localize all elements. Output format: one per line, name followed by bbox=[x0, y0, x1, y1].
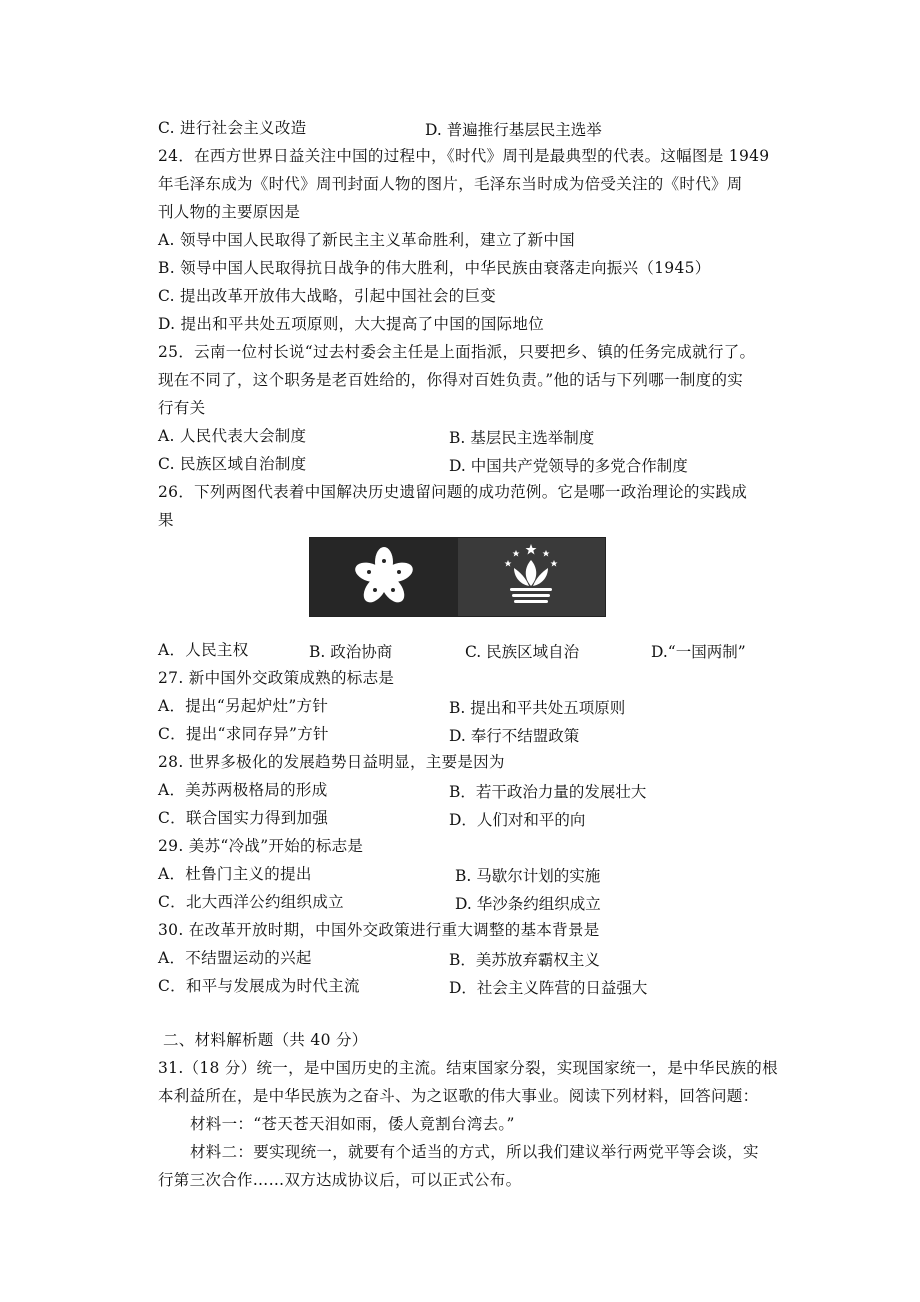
q30-option-a: A．不结盟运动的兴起 bbox=[158, 949, 312, 967]
q29-option-a: A．杜鲁门主义的提出 bbox=[158, 865, 312, 883]
q24-option-c: C. 提出改革开放伟大战略，引起中国社会的巨变 bbox=[158, 287, 497, 305]
q26-stem-line2: 果 bbox=[158, 511, 174, 529]
q23-option-c: C. 进行社会主义改造 bbox=[158, 119, 307, 137]
q27-option-b: B. 提出和平共处五项原则 bbox=[449, 699, 626, 717]
hong-kong-flag bbox=[310, 538, 458, 616]
q30-option-d: D．社会主义阵营的日益强大 bbox=[449, 979, 648, 997]
q27-stem: 27. 新中国外交政策成熟的标志是 bbox=[158, 669, 395, 687]
bauhinia-flower-icon bbox=[349, 542, 419, 612]
q31-stem-line1: 31.（18 分）统一，是中国历史的主流。结束国家分裂，实现国家统一，是中华民族的根 bbox=[158, 1059, 778, 1077]
q25-stem-line2: 现在不同了，这个职务是老百姓给的，你得对百姓负责。”他的话与下列哪一制度的实 bbox=[158, 371, 744, 389]
q25-option-a: A. 人民代表大会制度 bbox=[158, 427, 307, 445]
q24-option-b: B. 领导中国人民取得抗日战争的伟大胜利，中华民族由衰落走向振兴（1945） bbox=[158, 259, 711, 277]
q28-option-c: C．联合国实力得到加强 bbox=[158, 809, 329, 827]
q31-stem-line2: 本利益所在，是中华民族为之奋斗、为之讴歌的伟大事业。阅读下列材料，回答问题： bbox=[158, 1087, 759, 1105]
section2-heading: 二、材料解析题（共 40 分） bbox=[163, 1031, 368, 1049]
q24-option-a: A. 领导中国人民取得了新民主主义革命胜利，建立了新中国 bbox=[158, 231, 575, 249]
q28-option-a: A．美苏两极格局的形成 bbox=[158, 781, 328, 799]
q29-option-d: D. 华沙条约组织成立 bbox=[455, 895, 601, 913]
q26-option-b: B. 政治协商 bbox=[309, 643, 393, 661]
q25-stem-line1: 25．云南一位村长说“过去村委会主任是上面指派，只要把乡、镇的任务完成就行了。 bbox=[158, 343, 756, 361]
q29-option-c: C．北大西洋公约组织成立 bbox=[158, 893, 344, 911]
q28-option-b: B．若干政治力量的发展壮大 bbox=[449, 783, 647, 801]
q29-option-b: B. 马歇尔计划的实施 bbox=[455, 867, 601, 885]
q24-option-d: D. 提出和平共处五项原则，大大提高了中国的国际地位 bbox=[158, 315, 545, 333]
q26-option-c: C. 民族区域自治 bbox=[465, 643, 580, 661]
q26-option-a: A．人民主权 bbox=[158, 641, 249, 659]
q24-stem-line3: 刊人物的主要原因是 bbox=[158, 203, 301, 221]
q25-option-b: B. 基层民主选举制度 bbox=[449, 429, 595, 447]
q31-material-2-line1: 材料二：要实现统一，就要有个适当的方式，所以我们建议举行两党平等会谈，实 bbox=[190, 1143, 759, 1161]
q23-option-d: D. 普遍推行基层民主选举 bbox=[425, 121, 602, 139]
q27-option-c: C．提出“求同存异”方针 bbox=[158, 725, 329, 743]
lotus-icon bbox=[486, 540, 576, 614]
q25-option-d: D. 中国共产党领导的多党合作制度 bbox=[449, 457, 688, 475]
q27-option-d: D. 奉行不结盟政策 bbox=[449, 727, 580, 745]
q28-option-d: D．人们对和平的向 bbox=[449, 811, 586, 829]
q25-option-c: C. 民族区域自治制度 bbox=[158, 455, 307, 473]
q24-stem-line2: 年毛泽东成为《时代》周刊封面人物的图片，毛泽东当时成为倍受关注的《时代》周 bbox=[158, 175, 743, 193]
q26-option-d: D.“一国两制” bbox=[651, 643, 746, 661]
q29-stem: 29. 美苏“冷战”开始的标志是 bbox=[158, 837, 364, 855]
q31-material-1: 材料一：“苍天苍天泪如雨，倭人竟割台湾去。” bbox=[190, 1115, 515, 1133]
macau-flag bbox=[458, 538, 606, 616]
q30-stem: 30. 在改革开放时期，中国外交政策进行重大调整的基本背景是 bbox=[158, 921, 600, 939]
flags-image bbox=[309, 537, 606, 617]
q27-option-a: A．提出“另起炉灶”方针 bbox=[158, 697, 329, 715]
q24-stem-line1: 24．在西方世界日益关注中国的过程中，《时代》周刊是最典型的代表。这幅图是 1949 bbox=[158, 147, 770, 165]
q26-stem-line1: 26．下列两图代表着中国解决历史遗留问题的成功范例。它是哪一政治理论的实践成 bbox=[158, 483, 748, 501]
q25-stem-line3: 行有关 bbox=[158, 399, 206, 417]
q31-material-2-line2: 行第三次合作……双方达成协议后，可以正式公布。 bbox=[158, 1171, 522, 1189]
q30-option-c: C．和平与发展成为时代主流 bbox=[158, 977, 360, 995]
q30-option-b: B．美苏放弃霸权主义 bbox=[449, 951, 600, 969]
q28-stem: 28. 世界多极化的发展趋势日益明显，主要是因为 bbox=[158, 753, 505, 771]
